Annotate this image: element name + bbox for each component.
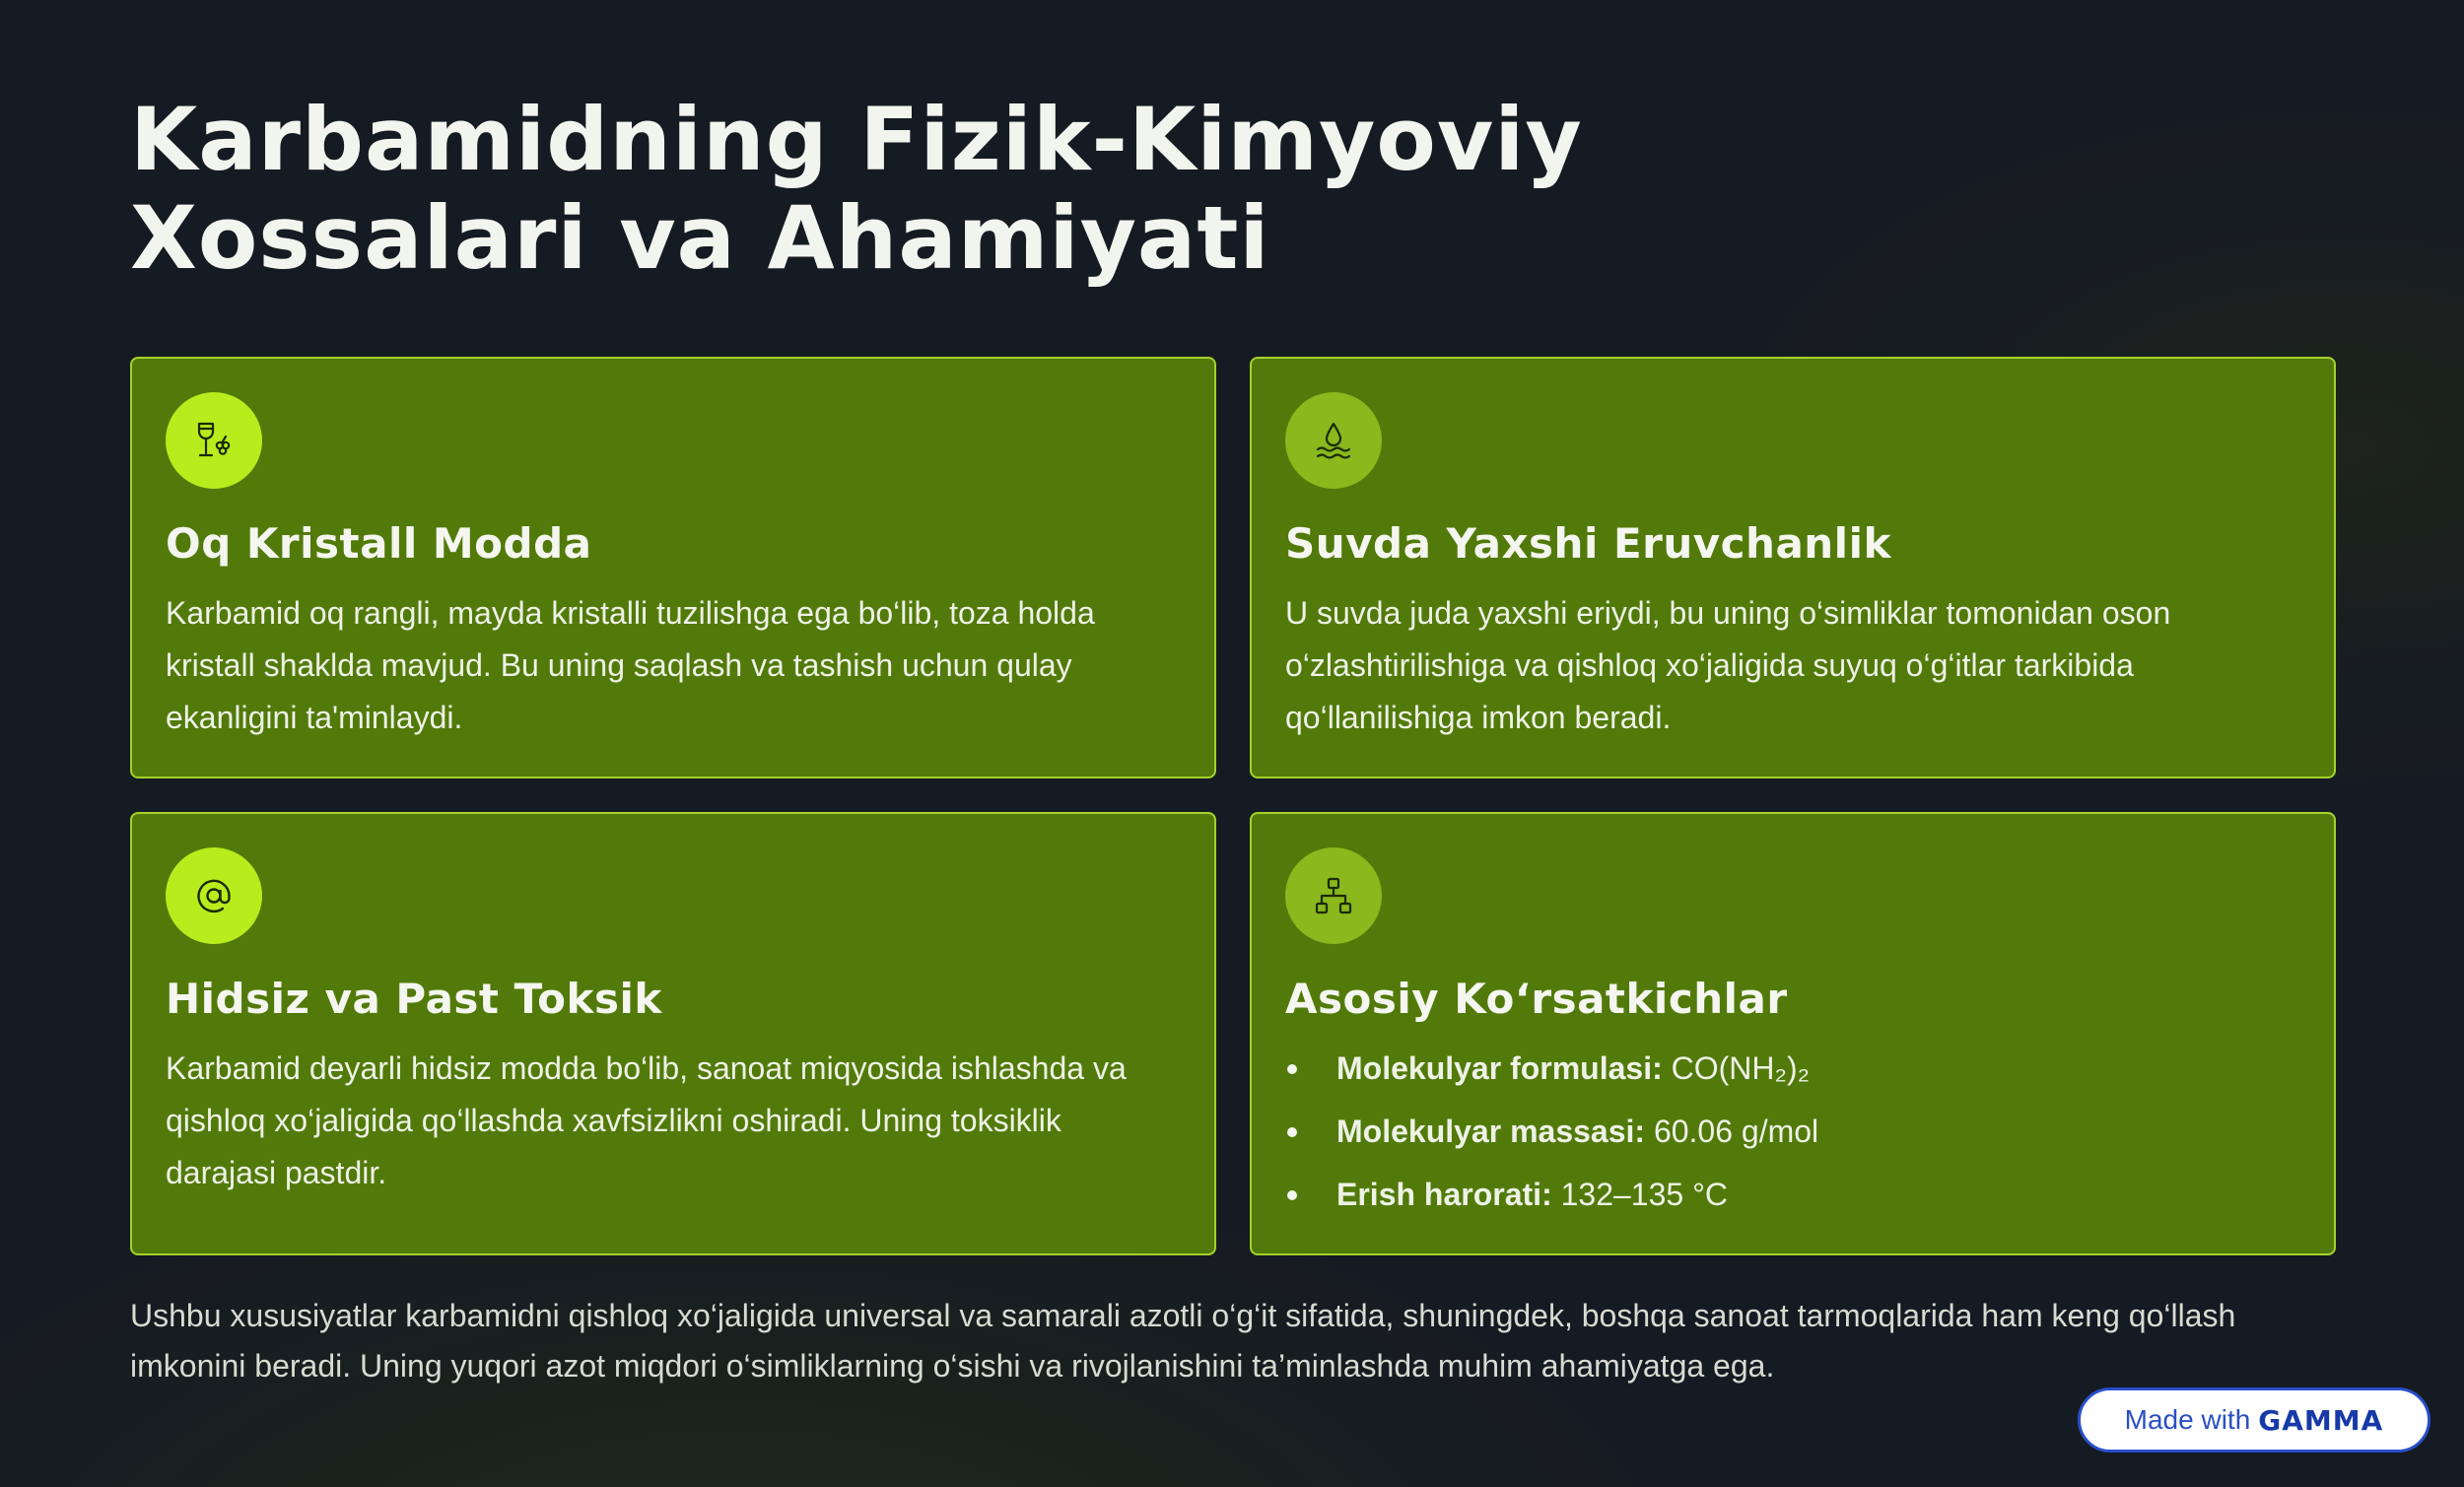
- water-drop-icon: [1285, 392, 1382, 489]
- indicator-label: Molekulyar formulasi:: [1336, 1050, 1663, 1086]
- list-item: [1285, 1106, 1818, 1169]
- card-text: Karbamid oq rangli, mayda kristalli tuzilishga ega bo‘lib, toza holda kristall shaklda mavjud. Bu uning saqlash va tashish uchun qulay ekanligini ta'minlaydi.: [166, 595, 1095, 735]
- at-sign-icon: [166, 847, 262, 944]
- card-heading: Suvda Yaxshi Eruvchanlik: [1285, 519, 1891, 568]
- gamma-logo: GAMMA: [2258, 1403, 2384, 1437]
- made-with-gamma-button[interactable]: [2078, 1387, 2430, 1453]
- card-heading: Asosiy Ko‘rsatkichlar: [1285, 975, 1788, 1023]
- card-odorless-low-toxic: [130, 812, 1216, 1255]
- indicator-value: CO(NH₂)₂: [1671, 1050, 1811, 1086]
- card-water-solubility: [1250, 357, 2336, 778]
- indicator-label: Molekulyar massasi:: [1336, 1114, 1646, 1149]
- page-title: [130, 91, 2298, 288]
- network-icon: [1285, 847, 1382, 944]
- wine-grapes-icon: [166, 392, 262, 489]
- title-line-2: Xossalari va Ahamiyati: [130, 187, 1270, 289]
- card-white-crystal: [130, 357, 1216, 778]
- title-line-1: Karbamidning Fizik-Kimyoviy: [130, 89, 1583, 190]
- badge-prefix: Made with: [2124, 1404, 2251, 1435]
- list-item: [1285, 1169, 1818, 1232]
- indicator-value: 132–135 °C: [1560, 1177, 1728, 1212]
- indicator-value: 60.06 g/mol: [1653, 1114, 1819, 1149]
- card-key-indicators: [1250, 812, 2336, 1255]
- summary-text: Ushbu xususiyatlar karbamidni qishloq xo‘jaligida universal va samarali azotli o‘g‘it sifatida, shuningdek, boshqa sanoat tarmoqlarida ham keng qo‘llash imkonini beradi. Uning yuqori azot miqdori o‘simliklarning o‘sishi va rivojlanishini ta’minlashda muhim ahamiyatga ega.: [130, 1298, 2236, 1384]
- list-item: [1285, 1043, 1818, 1106]
- card-heading: Hidsiz va Past Toksik: [166, 975, 662, 1023]
- card-heading: Oq Kristall Modda: [166, 519, 592, 568]
- indicator-list: [1285, 1043, 1818, 1232]
- indicator-label: Erish harorati:: [1336, 1177, 1552, 1212]
- card-text: Karbamid deyarli hidsiz modda bo‘lib, sanoat miqyosida ishlashda va qishloq xo‘jaligida qo‘llashda xavfsizlikni oshiradi. Uning toksiklik darajasi pastdir.: [166, 1050, 1127, 1190]
- card-text: U suvda juda yaxshi eriydi, bu uning o‘simliklar tomonidan oson o‘zlashtirilishiga va qishloq xo‘jaligida suyuq o‘g‘itlar tarkibida qo‘llanilishiga imkon beradi.: [1285, 595, 2171, 735]
